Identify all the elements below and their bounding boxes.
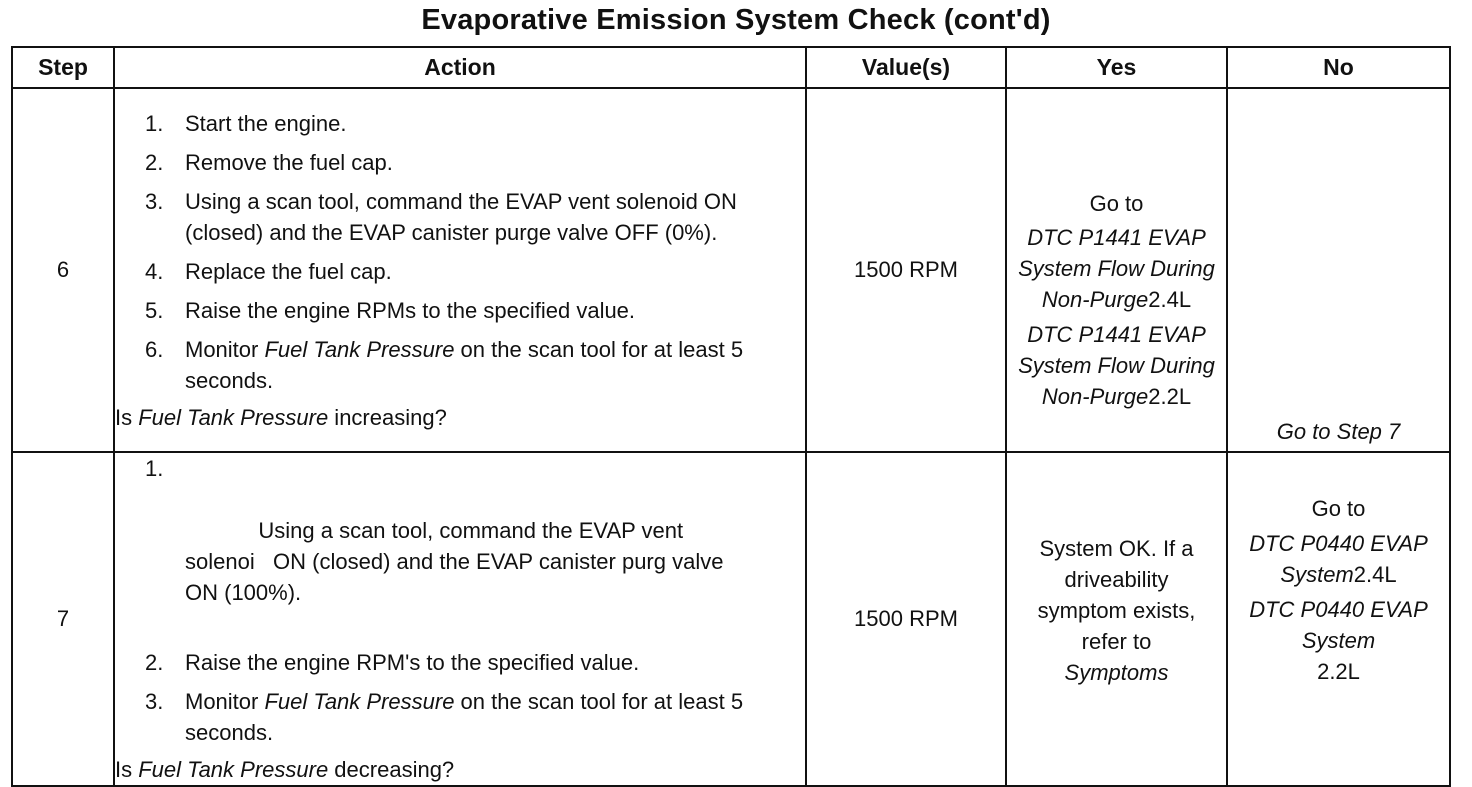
item-number: 6. [145, 336, 164, 362]
yes-text: System OK. If a driveability symptom exists, refer to [1037, 536, 1196, 654]
item-text-italic: Fuel Tank Pressure [264, 689, 455, 714]
value-cell: 1500 RPM [806, 88, 1006, 452]
engine-variant: 2.2L [1148, 384, 1192, 409]
header-yes: Yes [1006, 47, 1227, 88]
item-number: 5. [145, 297, 164, 323]
question [115, 754, 805, 785]
item-text: on the scan tool for at least 5 seconds. [185, 336, 744, 393]
no-cell [1227, 88, 1450, 452]
item-number: 3. [145, 188, 164, 214]
engine-variant: 2.4L [1148, 287, 1192, 312]
item-text: Start the engine. [185, 110, 347, 136]
engine-variant: 2.2L [1317, 659, 1360, 684]
symptoms-link[interactable]: Symptoms [1064, 660, 1169, 685]
question-post: increasing? [328, 404, 447, 430]
go-to-step-link[interactable]: Go to Step 7 [1276, 419, 1401, 444]
list-item [115, 647, 805, 678]
item-text: Raise the engine RPMs to the specified value. [185, 297, 636, 323]
procedure-table [11, 46, 1451, 787]
dtc-link[interactable]: DTC P0440 EVAP System [1249, 597, 1428, 653]
no-cell [1227, 452, 1450, 786]
go-to-label: Go to [1311, 496, 1366, 521]
item-text: Replace the fuel cap. [185, 258, 392, 284]
item-number: 4. [145, 258, 164, 284]
go-to-label: Go to [1089, 191, 1144, 216]
dtc-reference [1230, 528, 1447, 590]
question-italic: Fuel Tank Pressure [138, 757, 329, 782]
list-item [115, 453, 805, 639]
question [115, 402, 805, 433]
item-number: 1. [145, 456, 164, 481]
dtc-link[interactable]: DTC P1441 EVAP System Flow During Non-Purge [1018, 225, 1215, 312]
item-number: 1. [145, 110, 164, 136]
dtc-reference [1013, 319, 1220, 412]
header-step: Step [12, 47, 114, 88]
question-italic: Fuel Tank Pressure [138, 404, 329, 430]
item-text: Monitor [185, 336, 265, 362]
item-text-italic: Fuel Tank Pressure [264, 336, 455, 362]
page-title: Evaporative Emission System Check (cont'd) [421, 4, 1051, 36]
item-text: Remove the fuel cap. [185, 149, 393, 175]
action-cell [114, 452, 806, 786]
step-number: 7 [12, 452, 114, 786]
item-number: 2. [145, 650, 164, 675]
table-row [12, 88, 1450, 452]
list-item [115, 295, 805, 326]
yes-cell [1006, 88, 1227, 452]
dtc-reference [1013, 222, 1220, 315]
list-item [115, 686, 805, 748]
yes-cell [1006, 452, 1227, 786]
value-cell: 1500 RPM [806, 452, 1006, 786]
question-pre: Is [115, 404, 139, 430]
list-item [115, 186, 805, 248]
item-text: Raise the engine RPM's to the specified value. [185, 650, 640, 675]
table-row [12, 452, 1450, 786]
action-cell [114, 88, 806, 452]
item-text: Monitor [185, 689, 265, 714]
item-number: 3. [145, 689, 164, 714]
header-action: Action [114, 47, 806, 88]
dtc-reference [1230, 594, 1447, 687]
item-text: Using a scan tool, command the EVAP vent solenoi ON (closed) and the EVAP canister purg valve ON (100%). [185, 518, 730, 605]
question-post: decreasing? [328, 757, 455, 782]
action-list [115, 453, 805, 748]
dtc-link[interactable]: DTC P0440 EVAP System [1249, 531, 1428, 587]
question-pre: Is [115, 757, 139, 782]
item-number: 2. [145, 149, 164, 175]
action-list [115, 108, 805, 396]
header-values: Value(s) [806, 47, 1006, 88]
engine-variant: 2.4L [1353, 562, 1397, 587]
item-text: on the scan tool for at least 5 seconds. [185, 689, 744, 745]
header-no: No [1227, 47, 1450, 88]
dtc-link[interactable]: DTC P1441 EVAP System Flow During Non-Purge [1018, 322, 1215, 409]
list-item [115, 108, 805, 139]
list-item [115, 147, 805, 178]
item-text: Using a scan tool, command the EVAP vent solenoid ON (closed) and the EVAP canister purge valve OFF (0%). [185, 188, 737, 245]
list-item [115, 256, 805, 287]
header-row [12, 47, 1450, 88]
step-number: 6 [12, 88, 114, 452]
list-item [115, 334, 805, 396]
